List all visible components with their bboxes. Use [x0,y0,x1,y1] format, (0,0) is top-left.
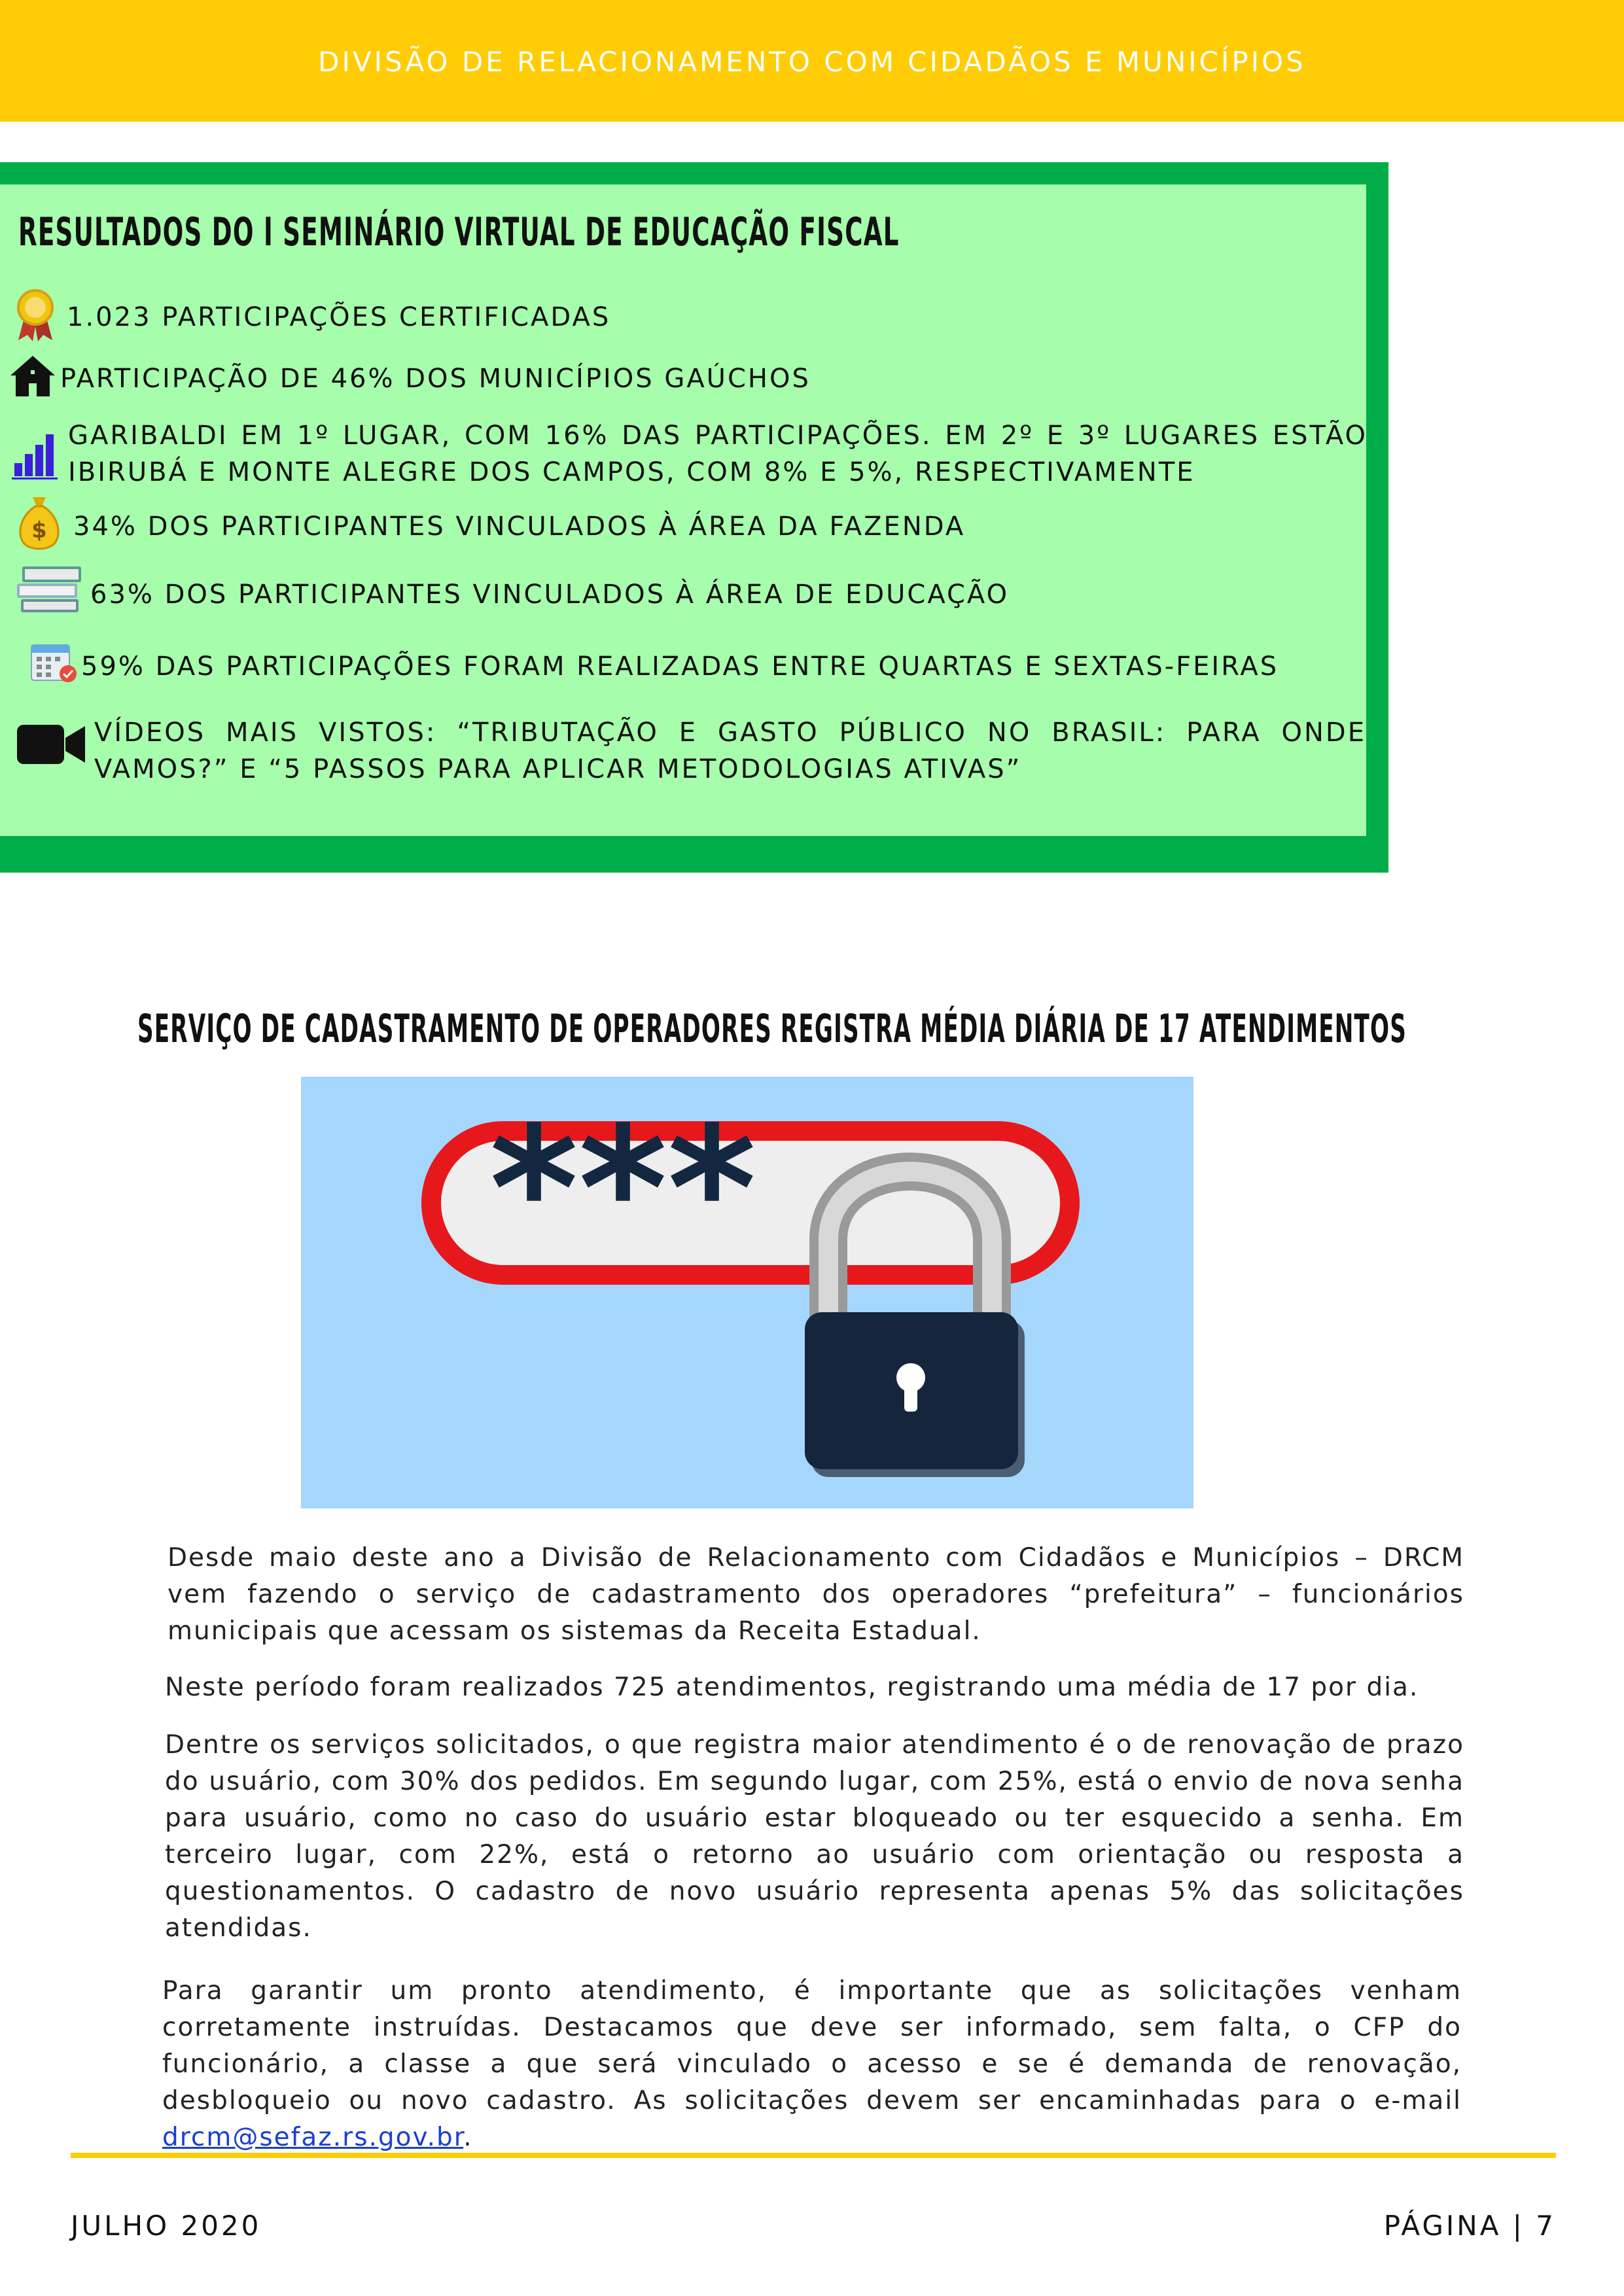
footer-date: JULHO 2020 [71,2210,262,2242]
calendar-icon [29,640,79,684]
bar-chart-icon [9,425,64,480]
svg-text:$: $ [31,517,47,544]
result-item: PARTICIPAÇÃO DE 46% DOS MUNICÍPIOS GAÚCHOS [60,364,811,394]
result-item: VÍDEOS MAIS VISTOS: “TRIBUTAÇÃO E GASTO PÚBLICO NO BRASIL: PARA ONDE VAMOS?” E “5 PASSOS PARA APLICAR METODOLOGIAS ATIVAS” [94,718,1366,784]
page-number: PÁGINA | 7 [1383,2210,1556,2242]
books-icon [14,563,86,616]
article-paragraph [162,1973,1462,2156]
article-paragraph: Neste período foram realizados 725 atendimentos, registrando uma média de 17 por dia. [165,1673,1419,1702]
medal-icon [13,289,58,341]
money-bag-icon [16,495,63,551]
paragraph-end: . [463,2123,473,2152]
password-mask [489,1091,756,1289]
header-title: DIVISÃO DE RELACIONAMENTO COM CIDADÃOS E MUNICÍPIOS [318,46,1306,78]
video-camera-icon [16,721,88,768]
result-item: 59% DAS PARTICIPAÇÕES FORAM REALIZADAS ENTRE QUARTAS E SEXTAS-FEIRAS [81,652,1279,682]
article-paragraph: Desde maio deste ano a Divisão de Relacionamento com Cidadãos e Municípios – DRCM vem fazendo o serviço de cadastramento dos operadores “prefeitura” – funcionários municipais que acessam os sistemas da Receita Estadual. [168,1543,1464,1646]
house-icon [9,353,56,399]
results-box-title: RESULTADOS DO I SEMINÁRIO VIRTUAL DE EDUCAÇÃO FISCAL [18,209,900,255]
result-item: 34% DOS PARTICIPANTES VINCULADOS À ÁREA DA FAZENDA [73,512,966,542]
result-item: 63% DOS PARTICIPANTES VINCULADOS À ÁREA DE EDUCAÇÃO [90,580,1010,610]
paragraph-text: Para garantir um pronto atendimento, é importante que as solicitações venham corretamente instruídas. Destacamos que deve ser informado, sem falta, o CFP do funcionário, a classe a que será vinculado o acesso e se é demanda de renovação, desbloqueio ou novo cadastro. As solicitações devem ser encaminhadas para o e-mail [162,1976,1462,2115]
email-link[interactable]: drcm@sefaz.rs.gov.br [162,2123,464,2152]
svg-text:***: *** [489,1091,756,1289]
result-item: 1.023 PARTICIPAÇÕES CERTIFICADAS [67,302,611,332]
password-lock-icon [301,1077,1193,1508]
result-item: GARIBALDI EM 1º LUGAR, COM 16% DAS PARTICIPAÇÕES. EM 2º E 3º LUGARES ESTÃO IBIRUBÁ E MONTE ALEGRE DOS CAMPOS, COM 8% E 5%, RESPECTIVAMENTE [68,421,1368,487]
footer-divider [71,2153,1556,2158]
article-heading: SERVIÇO DE CADASTRAMENTO DE OPERADORES REGISTRA MÉDIA DIÁRIA DE 17 ATENDIMENTOS [137,1006,1407,1052]
article-paragraph: Dentre os serviços solicitados, o que registra maior atendimento é o de renovação de prazo do usuário, com 30% dos pedidos. Em segundo lugar, com 25%, está o envio de nova senha para usuário, como no caso do usuário estar bloqueado ou ter esquecido a senha. Em terceiro lugar, com 22%, está o retorno ao usuário com orientação ou resposta a questionamentos. O cadastro de novo usuário representa apenas 5% das solicitações atendidas. [165,1730,1464,1943]
